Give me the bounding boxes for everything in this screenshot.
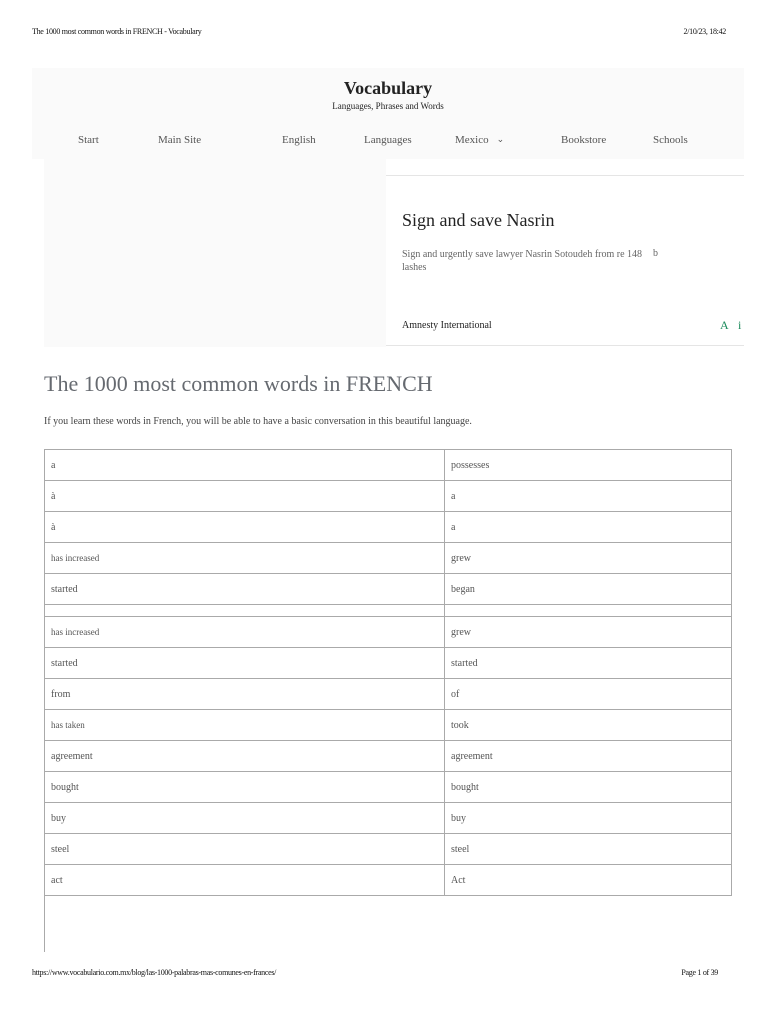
nav-item-schools[interactable] xyxy=(653,134,688,146)
ad-action-button[interactable]: A xyxy=(720,318,729,332)
nav-item-mexico[interactable] xyxy=(455,134,504,146)
nav-item-bookstore[interactable] xyxy=(561,134,606,146)
table-cell-word: started xyxy=(45,648,445,679)
table-cell-translation: bought xyxy=(445,772,732,803)
table-cell-word: bought xyxy=(45,772,445,803)
table-row xyxy=(45,772,732,803)
ad-title[interactable]: Sign and save Nasrin xyxy=(402,210,555,230)
nav-item-main-site[interactable] xyxy=(158,134,201,146)
table-cell-translation xyxy=(445,605,732,617)
table-row xyxy=(45,741,732,772)
nav-item-label: English xyxy=(282,134,316,146)
table-cell-translation: agreement xyxy=(445,741,732,772)
ad-text: Sign and urgently save lawyer Nasrin Sotoudeh from re 148 lashes xyxy=(402,249,643,273)
table-cell-word: act xyxy=(45,865,445,896)
table-cell-word: buy xyxy=(45,803,445,834)
nav-item-label: Main Site xyxy=(158,134,202,146)
table-row xyxy=(45,710,732,741)
table-cell-word: has increased xyxy=(45,617,445,648)
print-url[interactable]: https://www.vocabulario.com.mx/blog/las-1000-palabras-mas-comunes-en-frances/ xyxy=(32,968,277,977)
nav-item-label: Languages xyxy=(364,134,412,146)
table-cell-word xyxy=(45,605,445,617)
nav-item-label: Start xyxy=(78,134,99,146)
table-row xyxy=(45,865,732,896)
table-cell-word: agreement xyxy=(45,741,445,772)
print-date: 2/10/23, 18:42 xyxy=(683,27,726,36)
ad-info-icon[interactable]: i xyxy=(738,318,742,332)
table-row xyxy=(45,574,732,605)
table-row xyxy=(45,834,732,865)
vocabulary-table xyxy=(44,449,732,896)
nav-item-english[interactable] xyxy=(282,134,316,146)
site-title[interactable]: Vocabulary xyxy=(343,78,433,98)
table-row xyxy=(45,512,732,543)
table-cell-translation: of xyxy=(445,679,732,710)
main-nav xyxy=(32,123,744,159)
table-cell-translation: a xyxy=(445,512,732,543)
page-title: The 1000 most common words in FRENCH xyxy=(44,371,433,396)
nav-item-label: Mexico xyxy=(455,134,489,146)
print-page-title: The 1000 most common words in FRENCH - Vocabulary xyxy=(32,27,202,36)
table-cell-translation: started xyxy=(445,648,732,679)
table-cell-translation: took xyxy=(445,710,732,741)
table-cell-translation: Act xyxy=(445,865,732,896)
ad-text-fragment: b xyxy=(653,248,658,259)
table-cell-translation: buy xyxy=(445,803,732,834)
table-row xyxy=(45,679,732,710)
table-cell-word: a xyxy=(45,450,445,481)
table-row xyxy=(45,803,732,834)
nav-item-label: Schools xyxy=(653,134,688,146)
ad-source: Amnesty International xyxy=(402,320,492,331)
chevron-down-icon: ⌄ xyxy=(496,134,505,144)
ad-placeholder xyxy=(44,159,386,347)
print-footer xyxy=(32,968,718,980)
site-masthead xyxy=(32,68,744,123)
table-row xyxy=(45,481,732,512)
article-intro: If you learn these words in French, you will be able to have a basic conversation in this beautiful language. xyxy=(44,416,472,427)
table-cell-word: has taken xyxy=(45,710,445,741)
table-cell-word: à xyxy=(45,481,445,512)
table-row-empty xyxy=(45,605,732,617)
table-cell-translation: grew xyxy=(445,543,732,574)
site-tagline: Languages, Phrases and Words xyxy=(332,101,444,111)
table-row xyxy=(45,617,732,648)
table-continuation-border xyxy=(44,896,45,952)
table-row xyxy=(45,648,732,679)
nav-item-start[interactable] xyxy=(78,134,99,146)
table-cell-word: steel xyxy=(45,834,445,865)
table-cell-translation: a xyxy=(445,481,732,512)
print-page-number: Page 1 of 39 xyxy=(681,968,718,977)
sponsored-ad[interactable] xyxy=(386,175,744,346)
table-cell-translation: steel xyxy=(445,834,732,865)
table-cell-word: has increased xyxy=(45,543,445,574)
table-row xyxy=(45,543,732,574)
table-cell-translation: began xyxy=(445,574,732,605)
table-cell-translation: possesses xyxy=(445,450,732,481)
table-cell-word: started xyxy=(45,574,445,605)
nav-item-languages[interactable] xyxy=(364,134,412,146)
table-cell-word: à xyxy=(45,512,445,543)
print-header xyxy=(32,27,726,39)
nav-item-label: Bookstore xyxy=(561,134,607,146)
table-cell-word: from xyxy=(45,679,445,710)
table-cell-translation: grew xyxy=(445,617,732,648)
table-row xyxy=(45,450,732,481)
